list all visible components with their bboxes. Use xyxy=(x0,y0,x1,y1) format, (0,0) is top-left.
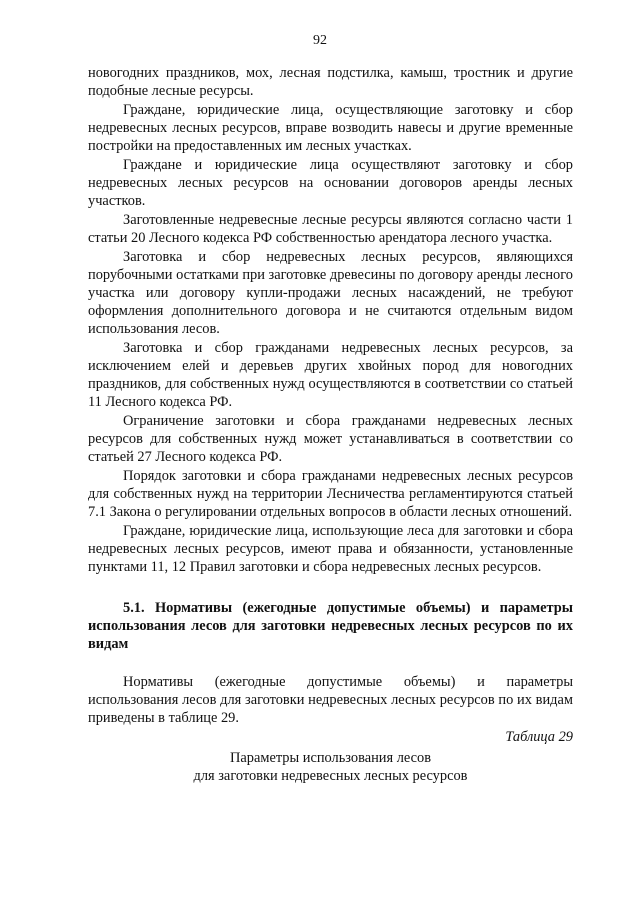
paragraph-5: Заготовка и сбор недревесных лесных ресурсов, являющихся порубочными остатками при заготовке древесины по договору аренды лесного участка или договору купли-продажи лесных насаждений, не требуют оформления дополнительного договора и не считаются отдельным видом использования лесов. xyxy=(88,249,573,337)
table-title xyxy=(88,749,573,785)
table-title-line-2: для заготовки недревесных лесных ресурсов xyxy=(193,768,468,784)
section-paragraph: Нормативы (ежегодные допустимые объемы) и параметры использования лесов для заготовки недревесных лесных ресурсов по их видам приведены в таблице 29. xyxy=(88,674,573,726)
paragraph-9: Граждане, юридические лица, использующие леса для заготовки и сбора недревесных лесных ресурсов, имеют права и обязанности, установленные пунктами 11, 12 Правил заготовки и сбора недревесных лесных ресурсов. xyxy=(88,523,573,575)
paragraph-3: Граждане и юридические лица осуществляют заготовку и сбор недревесных лесных ресурсов на основании договоров аренды лесных участков. xyxy=(88,157,573,209)
page-number: 92 xyxy=(313,33,327,48)
section-heading: 5.1. Нормативы (ежегодные допустимые объемы) и параметры использования лесов для заготовки недревесных лесных ресурсов по их видам xyxy=(88,600,573,652)
paragraph-8: Порядок заготовки и сбора гражданами недревесных лесных ресурсов для собственных нужд на территории Лесничества регламентируются статьей 7.1 Закона о регулировании отдельных вопросов в области лесных отношений. xyxy=(88,468,573,520)
paragraph-4: Заготовленные недревесные лесные ресурсы являются согласно части 1 статьи 20 Лесного кодекса РФ собственностью арендатора лесного участка. xyxy=(88,212,573,246)
paragraph-1: новогодних праздников, мох, лесная подстилка, камыш, тростник и другие подобные лесные ресурсы. xyxy=(88,65,573,99)
paragraph-2: Граждане, юридические лица, осуществляющие заготовку и сбор недревесных лесных ресурсов, вправе возводить навесы и другие временные постройки на предоставленных им лесных участках. xyxy=(88,102,573,154)
paragraph-7: Ограничение заготовки и сбора гражданами недревесных лесных ресурсов для собственных нужд может устанавливаться в соответствии со статьей 27 Лесного кодекса РФ. xyxy=(88,413,573,465)
table-label: Таблица 29 xyxy=(505,729,573,745)
table-title-line-1: Параметры использования лесов xyxy=(229,750,432,766)
document-body xyxy=(88,64,573,785)
paragraph-6: Заготовка и сбор гражданами недревесных лесных ресурсов, за исключением елей и деревьев других хвойных пород для новогодних праздников, для собственных нужд осуществляются в соответствии со статьей 11 Лесного кодекса РФ. xyxy=(88,340,573,410)
